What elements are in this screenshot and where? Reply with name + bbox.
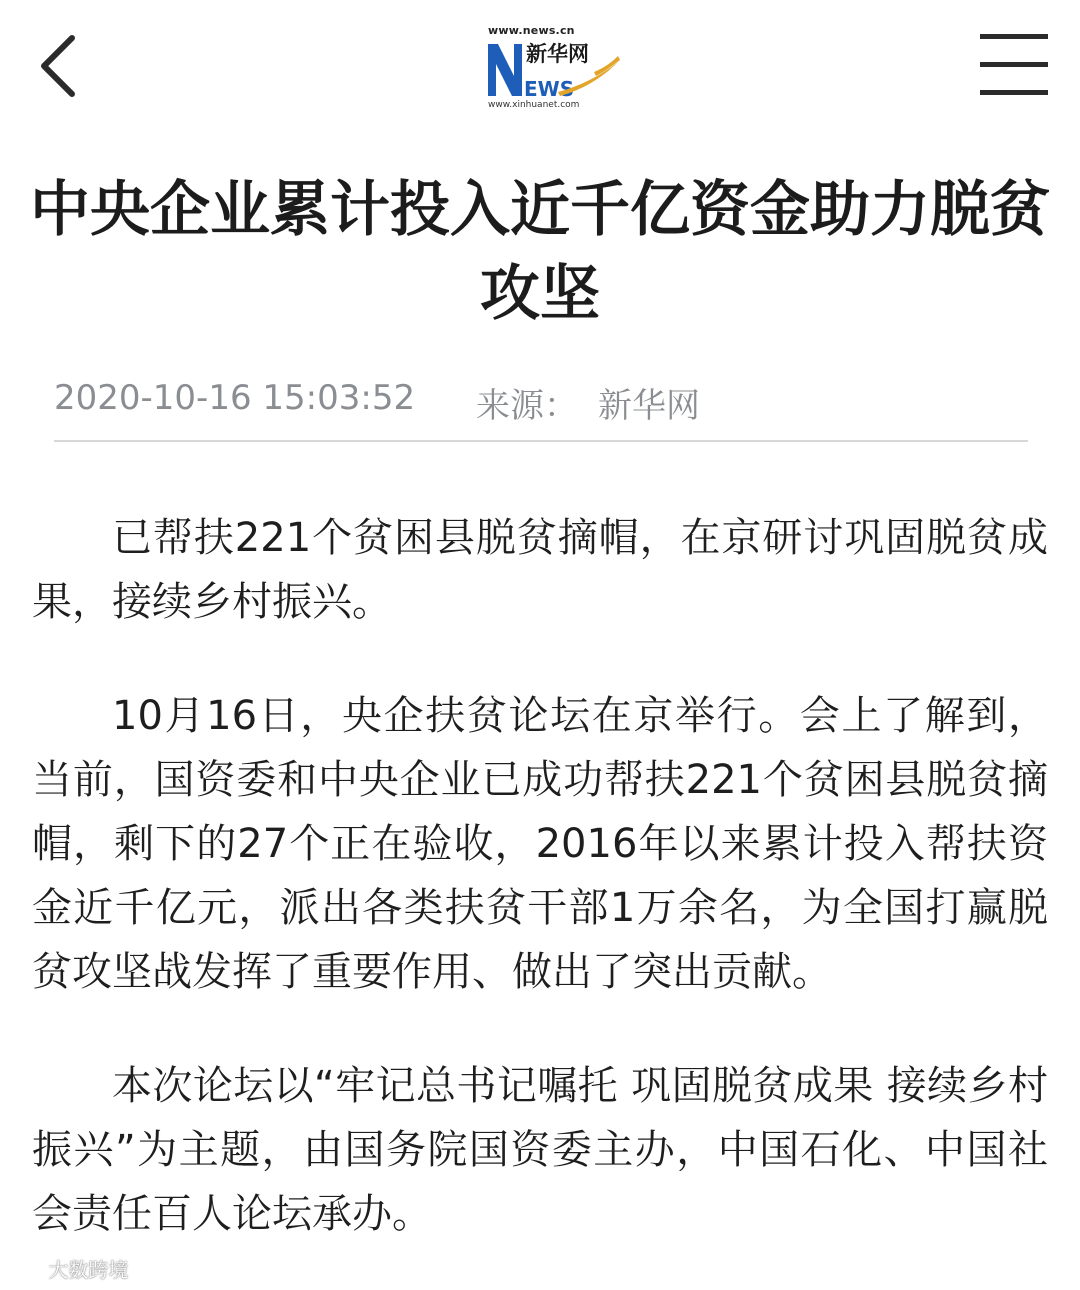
logo-url-bottom: www.xinhuanet.com [488,100,580,110]
logo-name: 新华网 [526,42,589,66]
article-body [32,506,1048,1290]
menu-button[interactable] [978,32,1050,98]
article-title: 中央企业累计投入近千亿资金助力脱贫攻坚 [30,175,1050,329]
source-name: 新华网 [598,386,700,426]
article-paragraph: 已帮扶221个贫困县脱贫摘帽，在京研讨巩固脱贫成果，接续乡村振兴。 [32,515,1048,625]
watermark-text: 大数跨境 [48,1258,129,1282]
logo-url-top: www.news.cn [488,24,575,37]
hamburger-menu-icon [978,32,1050,98]
top-navigation-bar [0,0,1080,140]
back-button[interactable] [30,30,90,100]
source-label: 来源： [476,386,578,426]
article-paragraph: 10月16日，央企扶贫论坛在京举行。会上了解到，当前，国资委和中央企业已成功帮扶221个贫困县脱贫摘帽，剩下的27个正在验收，2016年以来累计投入帮扶资金近千亿元，派出各类扶贫干部1万余名，为全国打赢脱贫攻坚战发挥了重要作用、做出了突出贡献。 [32,693,1048,995]
publish-datetime: 2020-10-16 15:03:52 [54,378,416,418]
meta-divider [54,440,1028,442]
svg-text:EWS: EWS [524,77,575,101]
xinhua-logo[interactable] [484,24,628,116]
article-paragraph: 本次论坛以“牢记总书记嘱托 巩固脱贫成果 接续乡村振兴”为主题，由国务院国资委主办，中国石化、中国社会责任百人论坛承办。 [32,1063,1048,1237]
watermark-logo-icon [6,1257,36,1281]
watermark [6,1254,128,1284]
chevron-left-icon [30,30,90,100]
